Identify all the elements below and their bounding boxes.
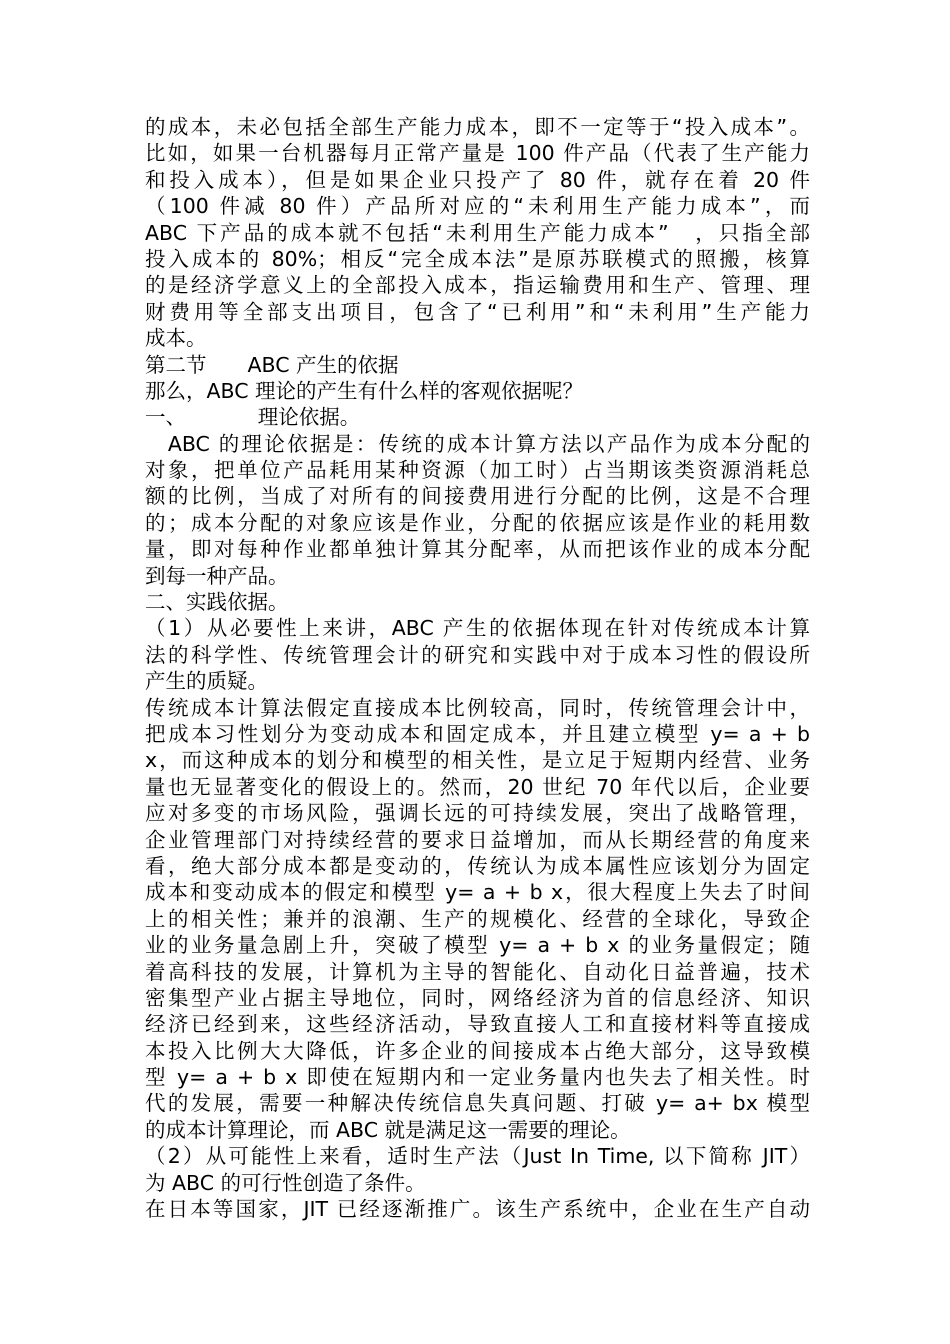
text-line: 业的业务量急剧上升，突破了模型 y= a + b x 的业务量假定；随 <box>145 933 810 958</box>
text-line: 那么，ABC 理论的产生有什么样的客观依据呢？ <box>145 378 584 403</box>
subheading: 二、实践依据。 <box>145 590 289 615</box>
text-line: 到每一种产品。 <box>145 563 289 588</box>
text-line: 财费用等全部支出项目，包含了“已利用”和“未利用”生产能力 <box>145 299 810 324</box>
text-line: 把成本习性划分为变动成本和固定成本，并且建立模型 y= a + b <box>145 721 810 746</box>
text-line: （2）从可能性上来看，适时生产法（Just In Time, 以下简称 JIT） <box>145 1144 810 1169</box>
text-line: 的成本，未必包括全部生产能力成本，即不一定等于“投入成本”。 <box>145 115 810 139</box>
text-line: 代的发展，需要一种解决传统信息失真问题、打破 y= a+ bx 模型 <box>145 1091 810 1116</box>
text-line: 额的比例，当成了对所有的间接费用进行分配的比例，这是不合理 <box>145 484 810 509</box>
text-line: 看，绝大部分成本都是变动的，传统认为成本属性应该划分为固定 <box>145 853 810 878</box>
text-line: 应对多变的市场风险，强调长远的可持续发展，突出了战略管理， <box>145 801 810 826</box>
text-line: 经济已经到来，这些经济活动，导致直接人工和直接材料等直接成 <box>145 1012 810 1037</box>
subheading: 一、 理论依据。 <box>145 405 361 430</box>
text-line: 产生的质疑。 <box>145 669 268 694</box>
text-line: 传统成本计算法假定直接成本比例较高，同时，传统管理会计中， <box>145 695 810 720</box>
text-line: x，而这种成本的划分和模型的相关性，是立足于短期内经营、业务 <box>145 748 810 773</box>
document-page <box>145 114 810 1222</box>
text-line: 上的相关性；兼并的浪潮、生产的规模化、经营的全球化，导致企 <box>145 906 810 931</box>
text-line: 企业管理部门对持续经营的要求日益增加，而从长期经营的角度来 <box>145 827 810 852</box>
section-heading: 第二节 ABC 产生的依据 <box>145 352 399 377</box>
text-line: 为 ABC 的可行性创造了条件。 <box>145 1170 426 1195</box>
text-line: 本投入比例大大降低，许多企业的间接成本占绝大部分，这导致模 <box>145 1038 810 1063</box>
text-line: 成本和变动成本的假定和模型 y= a + b x，很大程度上失去了时间 <box>145 880 810 905</box>
text-line: （100 件减 80 件）产品所对应的“未利用生产能力成本”，而 <box>145 194 810 219</box>
text-line: 和投入成本），但是如果企业只投产了 80 件，就存在着 20 件 <box>145 167 810 192</box>
text-line: 着高科技的发展，计算机为主导的智能化、自动化日益普遍，技术 <box>145 959 810 984</box>
text-line: 密集型产业占据主导地位，同时，网络经济为首的信息经济、知识 <box>145 985 810 1010</box>
text-line: 法的科学性、传统管理会计的研究和实践中对于成本习性的假设所 <box>145 642 810 667</box>
text-line: 的成本计算理论，而 ABC 就是满足这一需要的理论。 <box>145 1117 631 1142</box>
text-line: （1）从必要性上来讲，ABC 产生的依据体现在针对传统成本计算 <box>145 616 810 641</box>
text-line: 成本。 <box>145 326 207 351</box>
text-line: 比如，如果一台机器每月正常产量是 100 件产品（代表了生产能力 <box>145 141 810 166</box>
text-line: 的；成本分配的对象应该是作业，分配的依据应该是作业的耗用数 <box>145 510 810 535</box>
text-line: 量，即对每种作业都单独计算其分配率，从而把该作业的成本分配 <box>145 537 810 562</box>
text-line: 的是经济学意义上的全部投入成本，指运输费用和生产、管理、理 <box>145 273 810 298</box>
text-line: ABC 下产品的成本就不包括“未利用生产能力成本” ，只指全部 <box>145 220 810 245</box>
text-line: 在日本等国家，JIT 已经逐渐推广。该生产系统中，企业在生产自动 <box>145 1197 810 1222</box>
text-line: 对象，把单位产品耗用某种资源（加工时）占当期该类资源消耗总 <box>145 458 810 483</box>
text-line: 投入成本的 80%；相反“完全成本法”是原苏联模式的照搬，核算 <box>145 246 810 271</box>
text-line: ABC 的理论依据是：传统的成本计算方法以产品作为成本分配的 <box>145 431 810 456</box>
text-line: 型 y= a + b x 即使在短期内和一定业务量内也失去了相关性。时 <box>145 1065 810 1090</box>
text-line: 量也无显著变化的假设上的。然而，20 世纪 70 年代以后，企业要 <box>145 774 810 799</box>
